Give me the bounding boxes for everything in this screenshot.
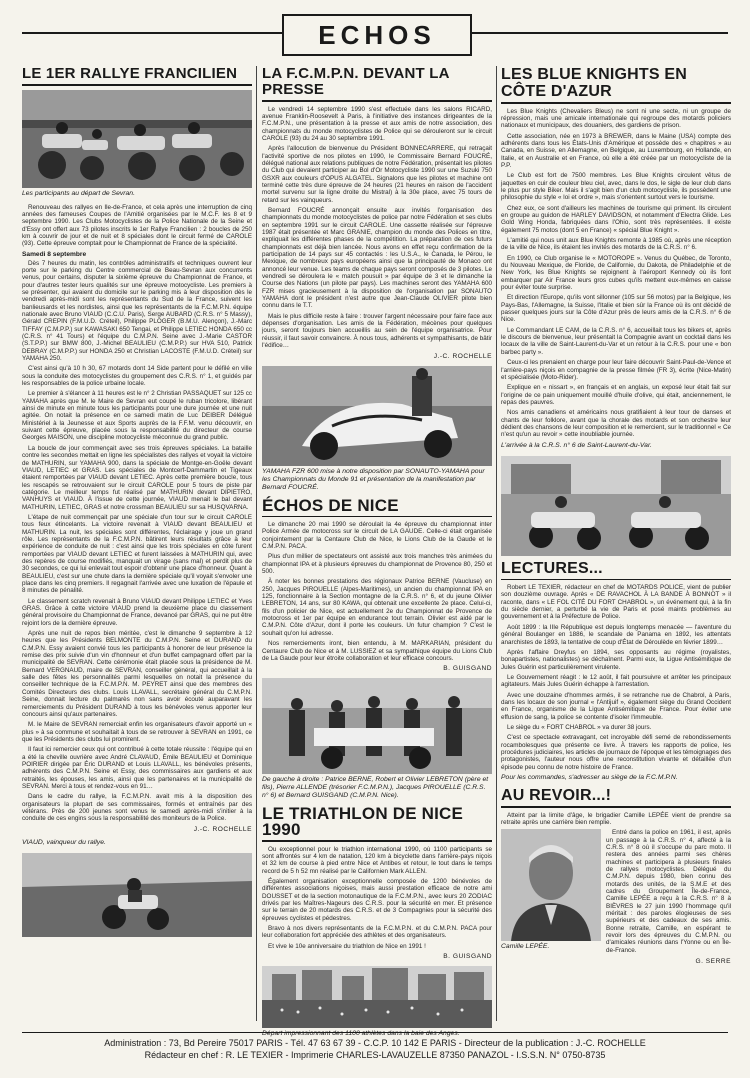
lectures-paragraph: Le Gouvernement réagit : le 12 août, il fait poursuivre et arrêter les principaux agitateurs. Mais Jules Guérin échappe à l'arrestation. (501, 673, 731, 689)
lectures-paragraph: Avec une douzaine d'hommes armés, il se retranche rue de Chabrol, à Paris, dans les locaux de son journal « l'Antijuif », également siège du Grand Occident en France, organisme de la Ligue Antisémitique de France. Pour éviter une effusion de sang, la police se contente d'isoler l'immeuble. (501, 691, 731, 721)
nice-title: ÉCHOS DE NICE (262, 495, 399, 515)
title-rule (262, 100, 492, 102)
triathlon-paragraph: Également organisation exceptionnelle composée de 1200 bénévoles de différentes associations niçoises, mais aussi prestation efficace de notre ami DOUSSET et de la section motonautique de la F.C.M.P.N., avec leurs 20 ZODIAC drivés par les Maîtres-Nageurs des C.R.S. pour la sécurité en mer. Et présence sur le terrain de 20 motards des C.R.S. et de 3 Compagnies pour la sécurité des épreuves cyclistes et pédestres. (262, 878, 492, 922)
lectures-paragraph: Robert LE TEXIER, rédacteur en chef de MOTARDS POLICE, vient de publier son douzième ouvrage. Après « DE RAVACHOL À LA BANDE À BONNOT » il raconte, dans « LE FOL CITÉ DU FORT CHABROL », un événement qui, à la fin du siècle dernier, a perturbé la vie de Paris et posé maints problèmes au gouvernement et à la Préfecture de Police. (501, 584, 731, 621)
lectures-paragraph: Après l'affaire Dreyfus en 1894, ses opposants au régime (royalistes, bonapartistes, nationalistes) se déchaînent. Parmi eux, la Ligue Antisémitique de Jules Guérin est particulièrement virulente. (501, 648, 731, 671)
blue-knights-paragraph: L'amitié qui nous unit aux Blue Knights remonte à 1985 où, après une réception de la ville de Nice, ils étaient les invités des motards de la C.R.S. n° 6. (501, 237, 731, 252)
lectures-paragraph: Août 1899 : la IIIe République est depuis longtemps menacée — l'aventure du général Boulanger en 1886, le scandale de Panama en 1892, les attentats anarchistes de 1893, la tentative de coup d'État de Déroulède en février 1899… (501, 623, 731, 646)
aurevoir-title: AU REVOIR...! (501, 787, 612, 804)
presse-paragraph: Bernard FOUCRÉ annonçait ensuite aux invités l'organisation des championnats du monde motocyclistes de police par notre Fédération et ses clubs en septembre 1991 sur le circuit CAROLE. Une cassette réalisée sur l'épreuve 1987 était présentée et Marc GRANIE, champion du monde des Polices en titre, expliquait les différentes phases de la compétition. La préparation de ces futurs championnats est déjà bien lancée. Nous avons en effet reçu confirmation de la participation de 14 pays sur 45 contactés : les U.S.A., le Canada, le Pérou, le Mexique, de nombreux pays européens ainsi que la principauté de Monaco ont annoncé leur venue. Les teams de chaque pays seront composés de 3 pilotes. Le vendredi se déroulera le « match pousuit » par équipe de 3 et le dimanche la Course des Nations (un pilote par pays). Les machines seront des YAMAHA 600 FZR mises gracieusement à la disposition de l'organisation par SONAUTO YAMAHA dont le président n'est autre que Jean-Claude OLIVIER pilote bien connu dans le T.T. (262, 206, 492, 310)
lectures-paragraph: C'est ce spectacle extravagant, cet incroyable défi semé de rebondissements rocambolesques que présente ce livre. À travers les rapports de police, les procédures judiciaires, les articles de journaux de l'époque et les témoignages des protagonistes, l'auteur nous offre une reconstitution vivante et détaillée d'un épisode peu connu de notre histoire de France. (501, 734, 731, 771)
publication-footer (22, 1032, 728, 1061)
nice-group-photo (262, 678, 492, 774)
blue-knights-paragraph: Nos amis canadiens et américains nous gratifiaient à leur tour de danses et chants de leur folklore, avant que la chorale des motards et son orchestre leur dédient des chansons de leur composition et le remercient, sur le traditionnel « Ce n'est qu'un au revoir » cette inoubliable journée. (501, 409, 731, 439)
blue-knights-photo (501, 456, 731, 556)
portrait-block (501, 829, 601, 957)
rallye-subhead: Samedi 8 septembre (22, 250, 87, 258)
blue-knights-paragraph: En 1990, ce Club organise le « MOTOROPE ». Venus du Québec, de Toronto, du Nouveau Mexique, de Floride, de Californie, du Dakota, de Philadelphie et de New York, les Blue Knights se rejoignent à l'aéroport Kennedy où ils font embarquer par Air France leurs gros cubes qu'ils mettent eux-mêmes en caisse pour éviter toute surprise. (501, 254, 731, 292)
triathlon-paragraph: Bravo à nos divers représentants de la F.C.M.P.N. et du C.M.P.N. PACA pour leur collaboration fort appréciée des athlètes et des organisateurs. (262, 925, 492, 940)
column-separator (496, 66, 497, 1021)
triathlon-paragraph: Et vive le 10e anniversaire du triathlon de Nice en 1991 ! (268, 942, 426, 950)
rallye-paragraph: Il faut ici remercier ceux qui ont contribué à cette totale réussite : l'équipe qui en a été la cheville ouvrière avec André CLAVAUD, Émile BEAULIEU et Dominique POIRIER dirigée par Éric DURAND et Louis LLAVALL, les bénévoles présents, adhérents des C.M.P.N. Seine et Essy, des commissaires aux gardiens et aux retraités, les épouses, les amis, ainsi que les partenaires et la municipalité de SEVRAN. Merci à tous et rendez-vous en 91… (22, 746, 252, 790)
nice-paragraph: À noter les bonnes prestations des régionaux Patrice BERNE (Vaucluse) en 250, Jacques PIROUELLE (Alpes-Maritimes), un ancien du championnat IPA en 125, fonctionnaire à la Section montagne de la C.R.S. n° 6, et du jeune Olivier LEBRETON, 14 ans, sur 80 KAWA, qui obtenait une excellente 2e place. Celui-ci, fils d'un policier de Nice, est actuellement 2e du Championnat de Provence de motocross et 1er par équipe en endurance tout terrain. Olivier est aidé par le C.M.P.N. Côte d'Azur, dont il porte les couleurs. Un futur champion ? C'est le souhait qu'on lui adresse. (262, 578, 492, 637)
rallye-paragraph: L'étape de nuit commençait par une spéciale d'un tour sur le circuit CAROLE tous feux étincelants. La victoire revenait à VIAUD devant BEAULIEU et MATHURIN. La nuit, les spéciales sont différentes, l'éclairage y joue un grand rôle. Les représentants de la F.C.M.P.N. bâtirent leurs résultats grâce à leur expérience de conduite de nuit : c'est ainsi que les trois spéciales en côte furent remportées par VIAUD devant LETIEC et furent laissées à MATHURIN qui, avec des repères de course modifiés, manquait un virage (sans mal) et perdit plus de 30 secondes, ce qui lui enlevait tout espoir d'obtenir une place d'honneur. Quant à BEAULIEU, c'est sur une chute dans la dernière spéciale qu'il voyait s'envoler une place dans les cinq premiers. Il regagnait l'arrivée avec une luxation de l'épaule et 8 minutes de pénalité. (22, 513, 252, 595)
rallye-paragraph: C'est ainsi qu'à 10 h 30, 67 motards dont 14 Side partent pour le défilé en ville sous la conduite des motocyclistes du groupement des C.R.S. n° 1, et guidés par les responsables de la police urbaine locale. (22, 365, 252, 388)
lectures-order-note: Pour les commandes, s'adresser au siège de la F.C.M.P.N. (501, 774, 678, 781)
masthead-title: ECHOS (282, 14, 472, 56)
triathlon-caption: Départ impressionnant des 1100 athlètes dans la baie des Anges. (262, 1030, 460, 1038)
rallye-title: LE 1ER RALLYE FRANCILIEN (22, 65, 238, 82)
blue-knights-caption: L'arrivée à la C.R.S. n° 6 de Saint-Laurent-du-Var. (501, 441, 652, 449)
portrait-photo (501, 829, 601, 941)
rallye-paragraph: M. le Maire de SEVRAN remerciait enfin les organisateurs d'avoir apporté un « plus » à sa commune et souhaitait à tous de se retrouver à SEVRAN en 1991, ce que les Présidents des clubs lui promirent. (22, 721, 252, 743)
rallye-paragraph: Dans le cadre du rallye, la F.C.M.P.N. avait mis à la disposition des organisateurs la plupart de ses commissaires, formés et entraînés par des vétérans. Près de 200 jeunes sont venus le samedi après-midi s'initier à la conduite de ces engins sous la responsabilité des moniteurs de la Police. (22, 793, 252, 823)
nice-signature: B. GUISGAND (443, 665, 492, 673)
portrait-caption: Camille LEPÉE. (501, 943, 550, 951)
footer-line: Administration : 73, Bd Pereire 75017 PARIS - Tél. 47 63 67 39 - C.C.P. 10 142 E PARIS - Directeur de la publication : J.-C. ROCHELLE (104, 1038, 646, 1048)
presse-paragraph: Après l'allocution de bienvenue du Président BONNECARRERE, qui retraçait l'activité sportive de nos pilotes en 1990, le Commissaire Bernard FOUCRÉ, délégué national aux relations publiques de notre Fédération, présentait les pilotes du Club qui devaient participer au Bol d'Or Motocycliste 1990 sur une Suzuki 750 GSXR aux couleurs d'OPUS ALGATEL. Signalons que les pilotes et machine ont terminé cette très dure épreuve de 24 heures (21 heures en raison de l'accident mortel survenu sur la ligne droite du Mistral) à la 30e place, avec 75 tours de retard sur les vainqueurs. (262, 145, 492, 204)
presse-paragraph: Le vendredi 14 septembre 1990 s'est effectuée dans les salons RICARD, avenue Franklin-Roosevelt à Paris, à l'initiative des instances dirigeantes de la F.C.M.P.N., une présentation à la presse et aux amis de notre association, des championnats du monde motocyclistes de Police qui se dérouleront sur le circuit CAROLE (93) du 24 au 30 septembre 1991. (262, 105, 492, 142)
title-rule (22, 84, 252, 86)
blue-knights-paragraph: Chez eux, ce sont d'ailleurs les machines de tourisme qui priment. Ils circulent en groupe au guidon de HARLEY DAVIDSON, et notamment d'Electra Glide. Les Gold Wing Honda, fabriquées dans l'Ohio, sont très représentées. Il existe également 75 motos (dont 5 en France) « spécial Blue Knight ». (501, 204, 731, 234)
triathlon-paragraph: Ou exceptionnel pour le triathlon international 1990, où 1100 participants se sont affrontés sur 4 km de natation, 120 km à bicyclette dans l'arrière-pays niçois et 32 km de course à pied entre Nice et Antibes et retour, le tout dans le temps record de 5 h 52 mn réalisé par le Californien Mark ALLEN. (262, 845, 492, 875)
masthead (22, 8, 728, 56)
rallye-paragraph: Renouveau des rallyes en Ile-de-France, et cela après une interruption de cinq années des fameuses Coupes de l'Amitié organisées par le M.C.F. les 8 et 9 septembre 1990. Les Clubs Motocyclistes de la Police Nationale de la Seine et d'Essy ont offert aux 73 pilotes inscrits le 1er Rallye Francilien : 2 boucles de 250 km à couvrir de jour et de nuit et 8 spéciales dont le circuit fermé de CAROLE (93). Cette épreuve comptait pour le Championnat de France de la spécialité. (22, 203, 252, 248)
rallye-start-photo (22, 90, 252, 188)
nice-paragraph: Le dimanche 20 mai 1990 se déroulait la 4e épreuve du championnat inter Police Armée de motocross sur le circuit de LA GAUDE. Celle-ci était organisée conjointement par la Centaure Club de Nice, le Lions Club de la Gaude et le C.M.P.N. PACA. (262, 521, 492, 551)
triathlon-signature: B. GUISGAND (443, 953, 492, 961)
triathlon-photo (262, 966, 492, 1028)
presse-paragraph: Mais le plus difficile reste à faire : trouver l'argent nécessaire pour faire face aux dépenses d'organisation. Les amis de la Fédération, mécènes pour quelques jours, seront toujours bien accueillis au sein de l'équipe organisatrice. Pour réussir, il faut savoir convaincre. À nous tous, adhérents et sympathisants, de bâtir l'édifice… (262, 312, 492, 350)
rallye-paragraph: La boucle de jour commençait avec ses trois épreuves spéciales. La bataille contre les secondes mettait en ligne les spécialistes des rallyes et voyait la victoire de MATHURIN, sur YAMAHA 900, dans la spéciale de Montge-en-Goële devant VIAUD, LETIEC et GRAS. Les spéciales de Montcerf-Dammartin et Tigeaux étaient remportées par VIAUD devant LETIEC. Après cette première boucle, tous les rescapés se retrouvaient sur le circuit CAROLE pour 5 tours de piste par catégorie. Le meilleur temps fut réalisé par MATHURIN devant DIPIETRO, VANHUYS et VIAUD. À l'issue de cette journée, VIAUD menait le bal devant MATHURIN, LETIEC, GRAS et notre crossman BEAULIEU sur sa HUSQVARNA. (22, 444, 252, 511)
nice-paragraph: Plus d'un millier de spectateurs ont assisté aux trois manches très animées du championnat IPA et à plusieurs épreuves du championnat de Provence 80, 250 et 500. (262, 553, 492, 576)
rallye-signature: J.-C. ROCHELLE (193, 825, 252, 833)
blue-knights-paragraph: Ceux-ci les prenaient en charge pour leur faire découvrir Saint-Paul-de-Vence et l'arrière-pays niçois en compagnie de la presse filmée (FR 3), écrite (Nice-Matin) et spécialisée (Moto-Rider). (501, 359, 731, 381)
title-rule (501, 102, 731, 104)
title-rule (501, 579, 731, 581)
rallye-paragraph: Le premier à s'élancer à 11 heures est le n° 2 Christian PASSAQUET sur 125 cc YAMAHA après que M. le Maire de Sevran eut coupé le ruban tricolore, libérant ainsi de minute en minute tous les participants pour une dure journée et une nuit agitée. On notait la présence en ce samedi matin de Luc DEIBER Délégué Ministériel à la Jeunesse et aux Sports auprès de la F.F.M. venu découvrir, en suivant cette épreuve, placée sous la responsabilité du directeur de course Georges MAISON, une discipline motocycliste méconnue du grand public. (22, 390, 252, 442)
rallye-paragraph: Le classement scratch revenait à Bruno VIAUD devant Philippe LETIEC et Yves GRAS. Grâce à cette victoire VIAUD prend la deuxième place du classement général provisoire du Championnat de France, devancé par GRAS, qui ne put être rejoint lors de la dernière épreuve. (22, 597, 252, 627)
blue-knights-title: LES BLUE KNIGHTS EN CÔTE D'AZUR (501, 66, 688, 100)
aurevoir-body (501, 829, 731, 957)
presse-signature: J.-C. ROCHELLE (433, 352, 492, 360)
rallye-paragraph: Après une nuit de repos bien méritée, c'est le dimanche 9 septembre à 12 heures que les Présidents BELMONTE du C.M.P.N. Seine et DURAND du C.M.P.N. Essy avaient convié tous les participants à honorer de leur présence la remise des prix suivie d'un vin d'honneur et d'un buffet campagnard offert par la municipalité de SEVRAN. Cette cérémonie était placée sous la présidence de M. Bernard VERGNAUD, maire de SEVRAN, conseiller général, qui accueillait à la salle des fêtes les personnalités parmi lesquelles on notait la présence du conseiller technique de la F.C.M.P.N. M. PEYRET ainsi que des membres des Comités Directeurs des clubs. Louis LLAVALL, secrétaire général du C.M.P.N. Seine, donnait lecture du palmarès non sans avoir écouté auparavant les remerciements du Président DURAND à tous les bénévoles venus apporter leur concours ainsi qu'aux partenaires. (22, 630, 252, 718)
blue-knights-paragraph: Cette association, née en 1973 à BREWER, dans le Maine (USA) compte des adhérents dans tous les États-Unis d'Amérique et possède des « chapitres » au Canada, en Suisse, en Allemagne, en Belgique, au Luxembourg, en Hollande, en Italie, et en Australie et en France, où elle a été créée par un motocycliste de la P.P. (501, 132, 731, 169)
title-rule (262, 840, 492, 842)
rallye-paragraph: Dès 7 heures du matin, les contrôles administratifs et techniques ouvrent leur porte sur le parking du Centre commercial de Beau-Sevran aux concurrents venus, pour certains, disputer la sixième épreuve du Championnat de France, et pour d'autres tester leurs qualités sur une épreuve motocycliste. Les premiers à se présenter, qui avaient du domicile sur le parking mis à leur disposition dès le vendredi après-midi sont les représentants du Sud de la France, suivent les banlieusards et les nordistes, ainsi que les représentants de la F.C.M.P.N. équipe nationale avec Bruno VIAUD (C.C.U. Paris), Serge AUBARD (C.R.S. n° 5 Massy), Gérald CREPIN (F.M.U.D. Créteil), Philippe PLOGER (B.M.U. Alençon), J.-Marc TIFFAY (C.M.P.P.) sur KAWASAKI 650 Tengai, et Philippe LETIEC HONDA 650 cc (C.R.S. n° 41 Tours) et l'équipe du C.M.P.N. Seine avec J.-Marie CASTOR (S.T.P.P.) sur BMW 800, J.-Michel BEAULIEU (C.M.P.P.) sur HVA 510, Patrick DEBRAY (C.M.P.P.) sur HONDA 250 et Christian LACOSTE (F.M.U.D. Créteil) sur YAMAHA 250. (22, 259, 252, 363)
column-rallye (22, 66, 252, 937)
presse-title: LA F.C.M.P.N. DEVANT LA PRESSE (262, 65, 450, 98)
rallye-photo-caption: Les participants au départ de Sevran. (22, 189, 135, 197)
aurevoir-signature: G. SERRE (695, 958, 731, 966)
nice-group-caption: De gauche à droite : Patrice BERNE, Robert et Olivier LEBRETON (père et fils), Pierre ALLENDE (trésorier F.C.M.P.N.), Jacques PIROUELLE (C.R.S. n° 6) et Bernard GUISGAND (C.M.P.N. Nice). (262, 776, 489, 800)
aurevoir-paragraph: Entré dans la police en 1961, il est, après un passage à la C.R.S. n° 4, affecté à la C.R.S. n° 8 où il s'occupe du parc moto. Il restera des années parmi ses chères machines et participera à plusieurs finales de rallyes motocyclistes. Délégué du C.M.P.N. depuis 1980, bien connu des motards des unités, de la S.M.E et des cadres du Groupement Île-de-France, Camille LEPÉE a reçu à la C.R.S. n° 8 à BIÈVRES le 27 juin 1990 l'hommage qu'il méritait : des paroles élogieuses de ses supérieurs et des cadeaux de ses amis. Bonne retraite, Camille, en espérant te revoir lors des épreuves du C.M.P.N. ou d'amicales réunions dans l'Yonne ou en Île-de-France. (606, 829, 731, 954)
blue-knights-paragraph: Les Blue Knights (Chevaliers Bleus) ne sont ni une secte, ni un groupe de répression, mais une amicale internationale qui regroupe des motards policiers nationaux et municipaux, des douaniers, des gardiens de prison. (501, 107, 731, 130)
aurevoir-intro: Atteint par la limite d'âge, le brigadier Camille LEPÉE vient de prendre sa retraite après une carrière bien remplie. (501, 811, 731, 826)
footer-line: Rédacteur en chef : R. LE TEXIER - Imprimerie CHARLES-LAVAUZELLE 87350 PANAZOL - I.S.S.N. N° 0750-8735 (144, 1050, 606, 1060)
blue-knights-paragraph: Le Club est fort de 7500 membres. Les Blue Knights circulent vêtus de jaquettes en cuir de couleur bleu ciel, avec, dans le dos, le sigle de leur club dans le plus pur style Biker. Mais il s'agit bien d'un club motocycliste, ils possèdent une philosophie du style « loi et ordre », mais s'orientent surtout vers le tourisme. (501, 172, 731, 202)
title-rule (501, 806, 731, 808)
column-blue-knights (501, 66, 731, 971)
winner-caption: VIAUD, vainqueur du rallye. (22, 838, 106, 846)
yamaha-photo (262, 366, 492, 466)
winner-photo (22, 853, 252, 937)
lectures-paragraph: Le siège du « FORT CHABROL » va durer 38 jours. (507, 723, 652, 731)
triathlon-title: LE TRIATHLON DE NICE 1990 (262, 804, 464, 840)
blue-knights-paragraph: Explique en « nissart », en français et en anglais, un exposé leur était fait sur l'origine de ce pain uniquement mouillé d'huile d'olive, qui était, anciennement, le repas des pauvres. (501, 384, 731, 406)
nice-paragraph: Nos remerciements iront, bien entendu, à M. MARKARIAN, président du Centaure Club de Nice et à M. LUSSIEZ et sa sympathique équipe du Lions Club de La Gaude pour leur étroite collaboration et leur efficace concours. (262, 640, 492, 662)
yamaha-caption: YAMAHA FZR 600 mise à notre disposition par SONAUTO-YAMAHA pour les Championnats du Monde 91 et présentation de la manifestation par Bernard FOUCRÉ. (262, 467, 485, 491)
column-presse (262, 66, 492, 1044)
title-rule (262, 516, 492, 518)
blue-knights-paragraph: Et direction l'Europe, qu'ils vont sillonner (105 sur 56 motos) par la Belgique, les Pays-Bas, l'Allemagne, la Suisse, l'Italie et bien sûr la France où ils ont décidé de passer quelques jours sur la Côte d'Azur près de leurs amis de la C.R.S. n° 6 de Nice. (501, 294, 731, 324)
blue-knights-paragraph: Le Commandant LE CAM, de la C.R.S. n° 6, accueillait tous les bikers et, après le discours de bienvenue, leur présentait la Compagnie avant un cocktail dans les locaux de la ville de Saint-Laurent-du-Var et un retour à la C.R.S. pour une « bon barbec party ». (501, 326, 731, 356)
column-separator (256, 66, 257, 1021)
lectures-title: LECTURES... (501, 559, 603, 577)
